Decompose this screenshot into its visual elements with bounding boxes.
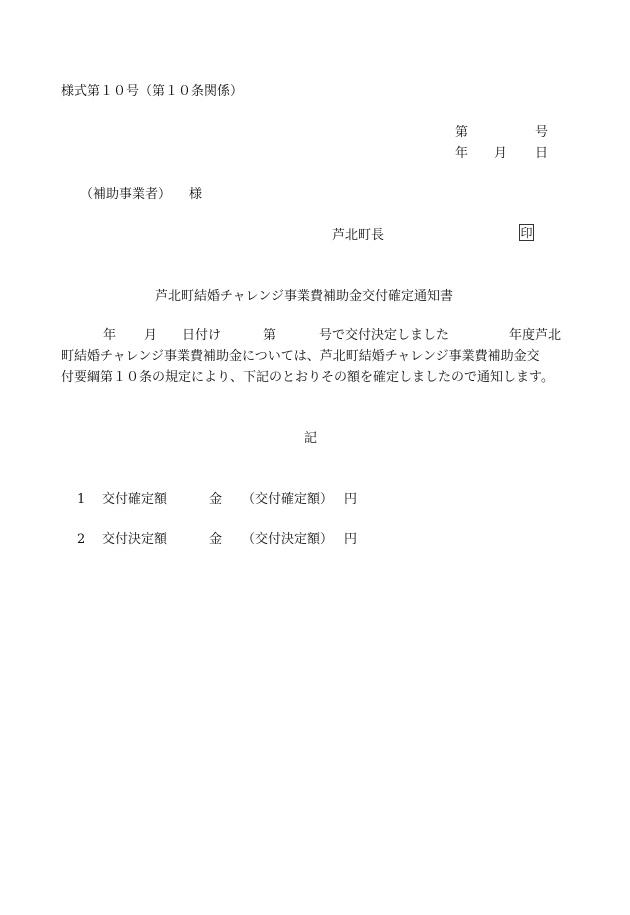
body-line-3: 付要綱第１０条の規定により、下記のとおりその額を確定しましたので通知します。	[61, 370, 554, 385]
body-decided-text: 号で交付決定しました	[319, 328, 450, 343]
recipient	[80, 188, 202, 201]
body-line-2: 町結婚チャレンジ事業費補助金については、芦北町結婚チャレンジ事業費補助金交	[61, 349, 540, 364]
issuer-title: 芦北町長	[332, 228, 385, 243]
recipient-honorific: 様	[189, 187, 203, 202]
item-number: 2	[77, 532, 86, 547]
item-number: 1	[77, 492, 86, 507]
document-title: 芦北町結婚チャレンジ事業費補助金交付確定通知書	[155, 289, 453, 304]
item-unit: 円	[344, 532, 358, 547]
recipient-name: （補助事業者）	[80, 187, 172, 202]
item-label: 交付確定額	[102, 492, 168, 507]
item-label: 交付決定額	[102, 532, 168, 547]
form-number: 様式第１０号（第１０条関係）	[61, 84, 244, 99]
body-year-label: 年	[103, 328, 117, 343]
document-number-suffix: 号	[535, 125, 549, 140]
body-month-label: 月	[144, 328, 158, 343]
seal-box: 印	[520, 226, 533, 240]
date-year-label: 年	[455, 146, 469, 161]
item-unit: 円	[344, 492, 358, 507]
item-amount-placeholder: （交付確定額）	[242, 492, 334, 507]
document-number-prefix: 第	[455, 125, 469, 140]
item-amount-placeholder: （交付決定額）	[242, 532, 334, 547]
list-item	[0, 493, 630, 509]
body-fiscal-year-text: 年度芦北	[509, 328, 562, 343]
date-day-label: 日	[535, 146, 549, 161]
body-dated-label: 日付け	[182, 328, 222, 343]
body-line-1	[0, 329, 630, 345]
item-kin: 金	[209, 492, 223, 507]
body-number-prefix: 第	[263, 328, 277, 343]
item-kin: 金	[209, 532, 223, 547]
list-item	[0, 533, 630, 549]
ki-heading: 記	[304, 431, 318, 446]
date-month-label: 月	[494, 146, 508, 161]
